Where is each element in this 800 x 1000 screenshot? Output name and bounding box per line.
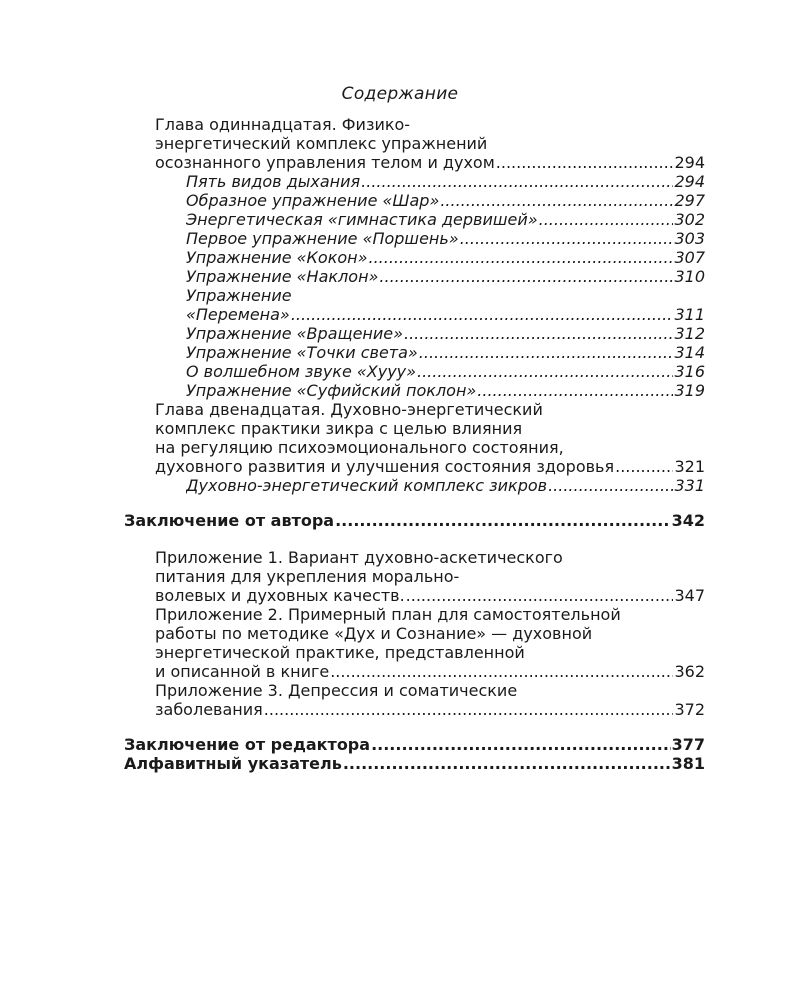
- page-number: 294: [674, 153, 705, 172]
- dot-leader: [615, 457, 673, 477]
- toc-entry-title: Упражнение «Точки света»: [186, 343, 418, 362]
- dot-leader: [477, 381, 673, 401]
- page-number: 297: [674, 191, 705, 210]
- toc-entry-title: Упражнение «Наклон»: [186, 267, 379, 286]
- dot-leader: [496, 153, 674, 173]
- page-number: 319: [674, 381, 705, 400]
- toc-appendix-2-line-3: энергетической практике, представленной: [155, 643, 525, 662]
- dot-leader: [548, 476, 673, 496]
- toc-chapter-11-line-1: Глава одиннадцатая. Физико-: [155, 115, 411, 134]
- toc-subsection-line-1: Упражнение: [186, 286, 292, 305]
- toc-chapter-11-line-2: энергетический комплекс упражнений: [155, 134, 488, 153]
- toc-chapter-12-line-1: Глава двенадцатая. Духовно-энергетический: [155, 400, 543, 419]
- dot-leader: [369, 248, 674, 268]
- toc-appendix-3-entry[interactable]: [155, 700, 705, 720]
- toc-appendix-3-line-1: Приложение 3. Депрессия и соматические: [155, 681, 518, 700]
- toc-entry-title: осознанного управления телом и духом: [155, 153, 495, 172]
- toc-chapter-11-entry[interactable]: [155, 153, 705, 173]
- toc-subsection-entry[interactable]: [186, 191, 705, 211]
- toc-appendix-1-line-2: питания для укрепления морально-: [155, 567, 460, 586]
- toc-subsection-entry[interactable]: [186, 381, 705, 401]
- page-number: 310: [674, 267, 705, 286]
- toc-entry-title: Заключение от редактора: [124, 735, 371, 754]
- page-number: 294: [674, 172, 705, 191]
- dot-leader: [264, 700, 674, 720]
- dot-leader: [460, 229, 674, 249]
- toc-entry-title: Образное упражнение «Шар»: [186, 191, 440, 210]
- toc-subsection-entry[interactable]: [186, 267, 705, 287]
- toc-chapter-12-line-3: на регуляцию психоэмоционального состояния,: [155, 438, 564, 457]
- toc-appendix-2-entry[interactable]: [155, 662, 705, 682]
- toc-entry-title: Алфавитный указатель: [124, 754, 342, 773]
- toc-entry-title: Первое упражнение «Поршень»: [186, 229, 459, 248]
- page-number: 347: [674, 586, 705, 605]
- dot-leader: [361, 172, 673, 192]
- page-number: 381: [671, 754, 705, 773]
- page-number: 362: [674, 662, 705, 681]
- toc-editor-conclusion-entry[interactable]: [124, 735, 705, 755]
- toc-subsection-entry[interactable]: [186, 248, 705, 268]
- toc-entry-title: духовного развития и улучшения состояния здоровья: [155, 457, 615, 476]
- toc-appendix-2-line-1: Приложение 2. Примерный план для самостоятельной: [155, 605, 621, 624]
- toc-entry-title: Упражнение «Кокон»: [186, 248, 368, 267]
- page-number: 342: [671, 511, 705, 530]
- toc-entry-title: Духовно-энергетический комплекс зикров: [186, 476, 548, 495]
- toc-subsection-entry[interactable]: [186, 172, 705, 192]
- dot-leader: [330, 662, 673, 682]
- toc-subsection-entry[interactable]: [186, 210, 705, 230]
- page-number: 311: [674, 305, 705, 324]
- dot-leader: [419, 343, 674, 363]
- toc-subsection-entry[interactable]: [186, 476, 705, 496]
- page-number: 302: [674, 210, 705, 229]
- toc-index-entry[interactable]: [124, 754, 705, 774]
- toc-entry-title: О волшебном звуке «Хууу»: [186, 362, 416, 381]
- toc-entry-title: Заключение от автора: [124, 511, 335, 530]
- page-number: 314: [674, 343, 705, 362]
- toc-subsection-entry[interactable]: [186, 229, 705, 249]
- dot-leader: [335, 511, 671, 531]
- toc-subsection-entry[interactable]: [186, 324, 705, 344]
- page-number: 303: [674, 229, 705, 248]
- toc-appendix-1-line-1: Приложение 1. Вариант духовно-аскетического: [155, 548, 563, 567]
- page-number: 321: [674, 457, 705, 476]
- dot-leader: [440, 191, 673, 211]
- toc-entry-title: волевых и духовных качеств.: [155, 586, 405, 605]
- toc-chapter-12-entry[interactable]: [155, 457, 705, 477]
- dot-leader: [539, 210, 674, 230]
- toc-entry-title: «Перемена»: [186, 305, 290, 324]
- toc-appendix-1-entry[interactable]: [155, 586, 705, 606]
- toc-entry-title: заболевания: [155, 700, 263, 719]
- toc-entry-title: Упражнение «Вращение»: [186, 324, 403, 343]
- dot-leader: [404, 324, 673, 344]
- page-number: 331: [674, 476, 705, 495]
- toc-appendix-2-line-2: работы по методике «Дух и Сознание» — духовной: [155, 624, 593, 643]
- page-number: 307: [674, 248, 705, 267]
- toc-subsection-entry[interactable]: [186, 343, 705, 363]
- dot-leader: [291, 305, 674, 325]
- dot-leader: [343, 754, 671, 774]
- page-title: Содержание: [341, 84, 459, 104]
- toc-subsection-entry[interactable]: [186, 362, 705, 382]
- toc-entry-title: Энергетическая «гимнастика дервишей»: [186, 210, 538, 229]
- page-number: 316: [674, 362, 705, 381]
- page-number: 377: [671, 735, 705, 754]
- dot-leader: [371, 735, 671, 755]
- toc-author-conclusion-entry[interactable]: [124, 511, 705, 531]
- toc-entry-title: Пять видов дыхания: [186, 172, 361, 191]
- page-number: 312: [674, 324, 705, 343]
- page-number: 372: [674, 700, 705, 719]
- toc-entry-title: Упражнение «Суфийский поклон»: [186, 381, 477, 400]
- dot-leader: [406, 586, 674, 606]
- dot-leader: [417, 362, 673, 382]
- toc-chapter-12-line-2: комплекс практики зикра с целью влияния: [155, 419, 523, 438]
- dot-leader: [379, 267, 673, 287]
- toc-entry-title: и описанной в книге: [155, 662, 330, 681]
- toc-subsection-entry[interactable]: [186, 305, 705, 325]
